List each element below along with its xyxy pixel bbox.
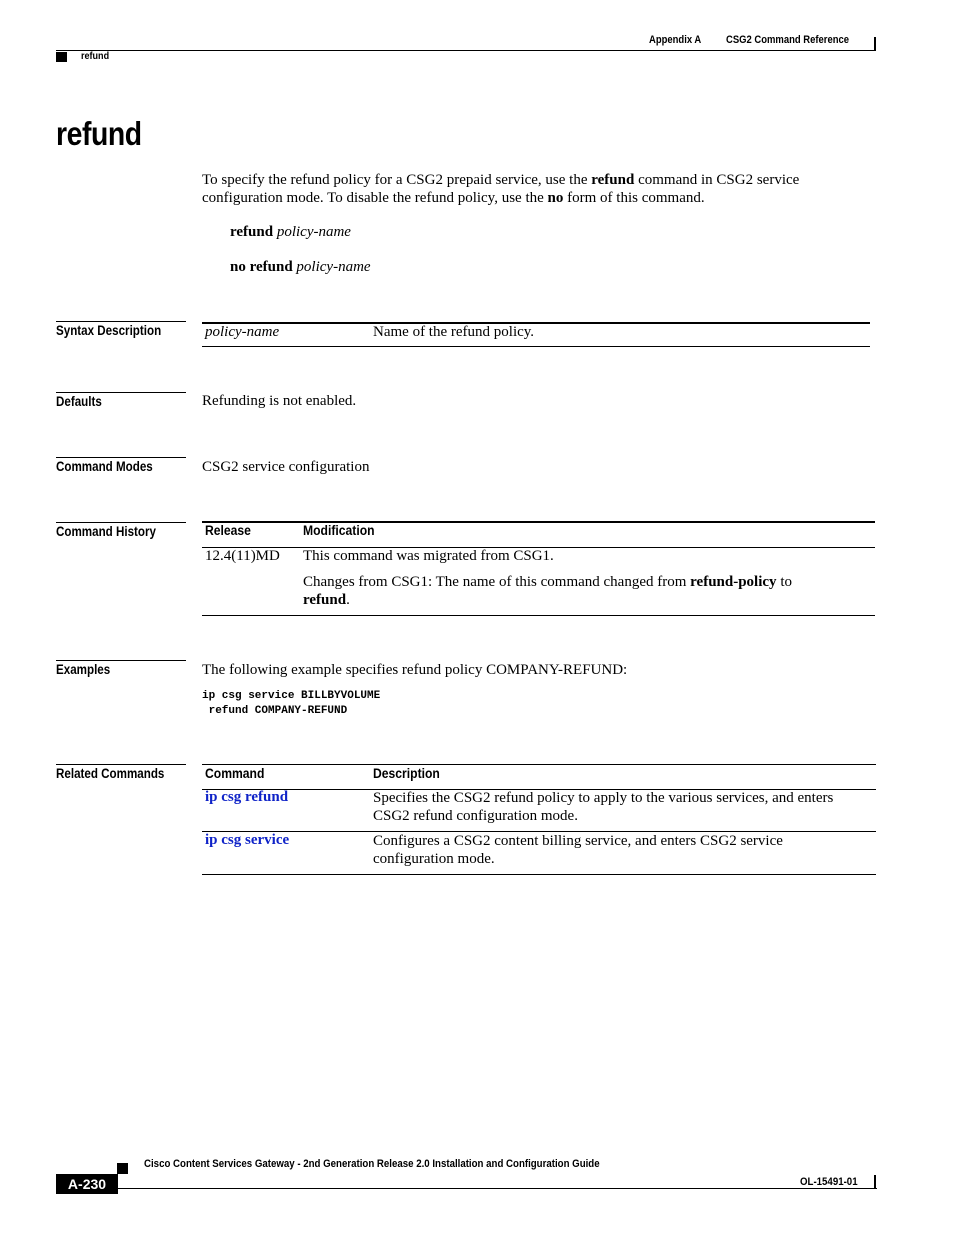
syntax-table-bottom-rule [202,346,870,347]
related-col-description: Description [373,766,440,781]
related-desc-ip-csg-refund: Specifies the CSG2 refund policy to apply to the various services, and enters CSG2 refund configuration mode. [373,790,834,824]
example-code-line-2: refund COMPANY-REFUND [202,705,348,717]
footer-rule [117,1188,877,1189]
related-commands-label: Related Commands [56,764,186,781]
syntax-param-desc: Name of the refund policy. [373,324,535,340]
related-desc-ip-csg-service: Configures a CSG2 content billing service, and enters CSG2 service configuration mode. [373,833,783,867]
command-modes-text: CSG2 service configuration [202,459,370,475]
defaults-text: Refunding is not enabled. [202,393,357,409]
history-col-release: Release [205,523,251,538]
syntax-table-top-rule [202,322,870,324]
header-chapter: CSG2 Command Reference [726,34,850,46]
footer-guide-title: Cisco Content Services Gateway - 2nd Generation Release 2.0 Installation and Configuration Guide [144,1158,600,1170]
footer-marker [117,1163,128,1174]
syntax-description-label: Syntax Description [56,321,186,338]
footer-doc-number: OL-15491-01 [800,1176,858,1188]
command-history-label: Command History [56,522,186,539]
defaults-label: Defaults [56,392,186,409]
related-col-command: Command [205,766,265,781]
page-number: A-230 [56,1174,118,1194]
header-appendix: Appendix A [649,34,702,46]
related-table-top-rule [202,764,876,765]
history-col-modification: Modification [303,523,375,538]
footer-bar [874,1175,876,1189]
header-marker [56,52,67,62]
history-mod-1: This command was migrated from CSG1. [303,548,554,564]
related-link-ip-csg-refund[interactable]: ip csg refund [205,789,289,805]
examples-text: The following example specifies refund policy COMPANY-REFUND: [202,662,628,678]
related-table-bottom-rule [202,874,876,875]
page-title: refund [56,115,142,152]
examples-label: Examples [56,660,186,677]
syntax-param: policy-name [205,324,280,340]
example-code-line-1: ip csg service BILLBYVOLUME [202,690,381,702]
syntax-line-no-refund: no refund policy-name [230,259,371,275]
intro-paragraph: To specify the refund policy for a CSG2 prepaid service, use the refund command in CSG2 service configuration mode. To disable the refund policy, use the no form of this command. [202,172,800,206]
header-rule [56,50,876,51]
related-link-ip-csg-service[interactable]: ip csg service [205,832,290,848]
history-mod-2: Changes from CSG1: The name of this command changed from refund-policy to refund. [303,574,792,608]
history-table-bottom-rule [202,615,875,616]
header-section: refund [81,50,110,62]
history-release: 12.4(11)MD [205,548,280,564]
command-modes-label: Command Modes [56,457,186,474]
syntax-line-refund: refund policy-name [230,224,351,240]
header-bar [874,37,876,51]
